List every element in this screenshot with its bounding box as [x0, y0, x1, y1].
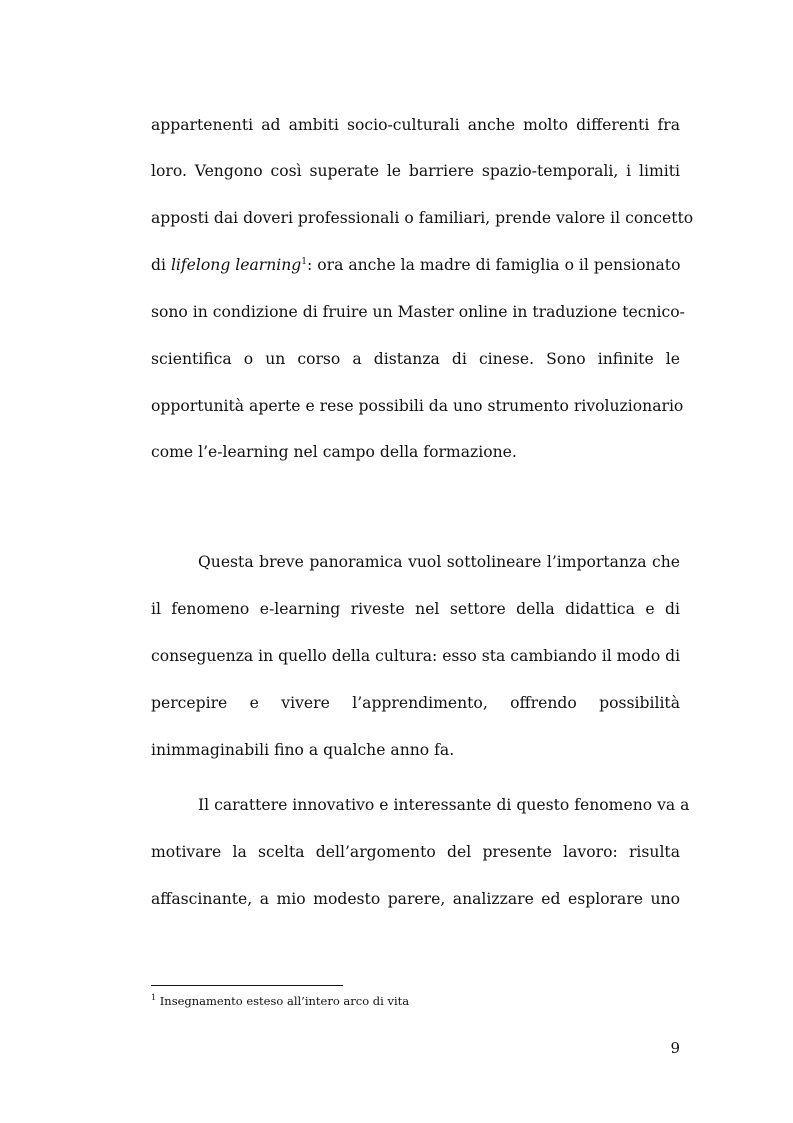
text-line: apposti dai doveri professionali o familiari, prende valore il concetto — [151, 209, 694, 227]
page-number: 9 — [670, 1039, 680, 1057]
text-line: come l’e-learning nel campo della formazione. — [151, 443, 517, 461]
text-line: opportunità aperte e rese possibili da uno strumento rivoluzionario — [151, 397, 684, 415]
footnote-text: Insegnamento esteso all’intero arco di vita — [156, 994, 410, 1008]
text-line: sono in condizione di fruire un Master online in traduzione tecnico- — [151, 303, 685, 321]
text-line: scientifica o un corso a distanza di cinese. Sono infinite le — [151, 350, 680, 368]
text-line: il fenomeno e-learning riveste nel settore della didattica e di — [151, 600, 680, 618]
footnote-reference: 1 — [301, 256, 308, 267]
text-line: Questa breve panoramica vuol sottolineare l’importanza che — [198, 553, 680, 571]
text-line-with-footnote-ref — [151, 255, 680, 275]
text-fragment: di — [151, 256, 171, 274]
text-line: percepire e vivere l’apprendimento, offrendo possibilità — [151, 694, 680, 712]
text-line: Il carattere innovativo e interessante di questo fenomeno va a — [198, 796, 690, 814]
text-fragment: : ora anche la madre di famiglia o il pensionato — [307, 256, 681, 274]
text-line: appartenenti ad ambiti socio-culturali anche molto differenti fra — [151, 116, 680, 134]
footnote — [151, 993, 409, 1009]
footnote-marker: 1 — [151, 993, 157, 1003]
emphasized-term: lifelong learning — [170, 256, 302, 274]
text-line: conseguenza in quello della cultura: esso sta cambiando il modo di — [151, 647, 681, 665]
text-line: motivare la scelta dell’argomento del presente lavoro: risulta — [151, 843, 680, 861]
text-line: affascinante, a mio modesto parere, analizzare ed esplorare uno — [151, 890, 680, 908]
text-line: loro. Vengono così superate le barriere spazio-temporali, i limiti — [151, 162, 680, 180]
text-line: inimmaginabili fino a qualche anno fa. — [151, 741, 455, 759]
footnote-separator — [151, 985, 343, 986]
